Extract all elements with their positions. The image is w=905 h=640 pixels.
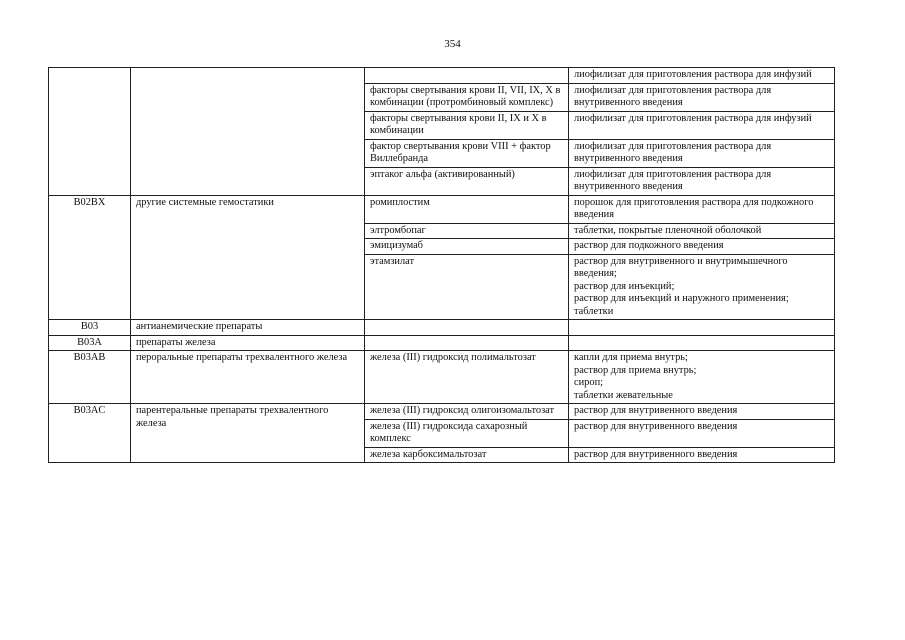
dosage-form-line: раствор для внутривенного введения bbox=[574, 420, 738, 432]
table-row bbox=[49, 351, 835, 404]
drug-name-cell: эмицизумаб bbox=[365, 239, 569, 255]
group-cell: другие системные гемостатики bbox=[131, 195, 365, 320]
dosage-form-cell bbox=[569, 351, 835, 404]
drug-name-cell: факторы свертывания крови II, VII, IX, X в комбинации (протромбиновый комплекс) bbox=[365, 83, 569, 111]
dosage-form-line: лиофилизат для приготовления раствора для инфузий bbox=[574, 112, 812, 124]
dosage-form-line: раствор для инъекций и наружного применения; bbox=[574, 293, 789, 304]
dosage-form-cell bbox=[569, 223, 835, 239]
drug-name-cell: ромиплостим bbox=[365, 195, 569, 223]
table-row bbox=[49, 68, 835, 84]
dosage-form-cell bbox=[569, 111, 835, 139]
drug-name-cell bbox=[365, 320, 569, 336]
dosage-form-cell bbox=[569, 83, 835, 111]
dosage-form-line: таблетки жевательные bbox=[574, 389, 673, 401]
group-cell: пероральные препараты трехвалентного железа bbox=[131, 351, 365, 404]
table-row bbox=[49, 335, 835, 351]
dosage-form-cell bbox=[569, 320, 835, 336]
drug-name-cell: факторы свертывания крови II, IX и X в комбинации bbox=[365, 111, 569, 139]
dosage-form-line: раствор для внутривенного и внутримышечного введения; bbox=[574, 255, 788, 279]
dosage-form-cell bbox=[569, 447, 835, 463]
atc-code-cell: B03 bbox=[49, 320, 131, 336]
dosage-form-line: лиофилизат для приготовления раствора для внутривенного введения bbox=[574, 140, 772, 164]
dosage-form-line: сироп; bbox=[574, 377, 604, 388]
drug-table bbox=[48, 67, 835, 463]
table-row bbox=[49, 195, 835, 223]
drug-name-cell: этамзилат bbox=[365, 254, 569, 320]
dosage-form-line: лиофилизат для приготовления раствора для внутривенного введения bbox=[574, 84, 772, 108]
atc-code-cell: B03A bbox=[49, 335, 131, 351]
dosage-form-line: порошок для приготовления раствора для подкожного введения bbox=[574, 196, 814, 220]
group-cell: препараты железа bbox=[131, 335, 365, 351]
dosage-form-line: раствор для внутривенного введения bbox=[574, 405, 738, 416]
group-cell: антианемические препараты bbox=[131, 320, 365, 336]
dosage-form-line: раствор для подкожного введения bbox=[574, 240, 724, 251]
drug-name-cell: железа (III) гидроксид полимальтозат bbox=[365, 351, 569, 404]
group-cell bbox=[131, 68, 365, 196]
table-row bbox=[49, 404, 835, 420]
dosage-form-line: таблетки, покрытые пленочной оболочкой bbox=[574, 224, 762, 236]
dosage-form-cell bbox=[569, 139, 835, 167]
drug-name-cell bbox=[365, 68, 569, 84]
dosage-form-line: раствор для приема внутрь; bbox=[574, 364, 697, 376]
dosage-form-cell bbox=[569, 195, 835, 223]
dosage-form-line: лиофилизат для приготовления раствора для инфузий bbox=[574, 69, 812, 80]
drug-name-cell: железа (III) гидроксид олигоизомальтозат bbox=[365, 404, 569, 420]
dosage-form-cell bbox=[569, 167, 835, 195]
page-number: 354 bbox=[444, 38, 461, 50]
drug-name-cell bbox=[365, 335, 569, 351]
dosage-form-cell bbox=[569, 404, 835, 420]
dosage-form-line: лиофилизат для приготовления раствора для внутривенного введения bbox=[574, 168, 772, 192]
dosage-form-cell bbox=[569, 68, 835, 84]
dosage-form-line: капли для приема внутрь; bbox=[574, 352, 688, 363]
drug-name-cell: фактор свертывания крови VIII + фактор Виллебранда bbox=[365, 139, 569, 167]
atc-code-cell: B02BX bbox=[49, 195, 131, 320]
dosage-form-cell bbox=[569, 335, 835, 351]
dosage-form-cell bbox=[569, 239, 835, 255]
drug-name-cell: эптаког альфа (активированный) bbox=[365, 167, 569, 195]
dosage-form-line: таблетки bbox=[574, 305, 614, 317]
dosage-form-cell bbox=[569, 419, 835, 447]
atc-code-cell: B03AB bbox=[49, 351, 131, 404]
dosage-form-line: раствор для инъекций; bbox=[574, 280, 675, 292]
drug-name-cell: железа (III) гидроксида сахарозный комплекс bbox=[365, 419, 569, 447]
table-row bbox=[49, 320, 835, 336]
group-cell: парентеральные препараты трехвалентного железа bbox=[131, 404, 365, 463]
atc-code-cell: B03AC bbox=[49, 404, 131, 463]
atc-code-cell bbox=[49, 68, 131, 196]
dosage-form-cell bbox=[569, 254, 835, 320]
dosage-form-line: раствор для внутривенного введения bbox=[574, 448, 738, 460]
drug-name-cell: элтромбопаг bbox=[365, 223, 569, 239]
drug-name-cell: железа карбоксимальтозат bbox=[365, 447, 569, 463]
